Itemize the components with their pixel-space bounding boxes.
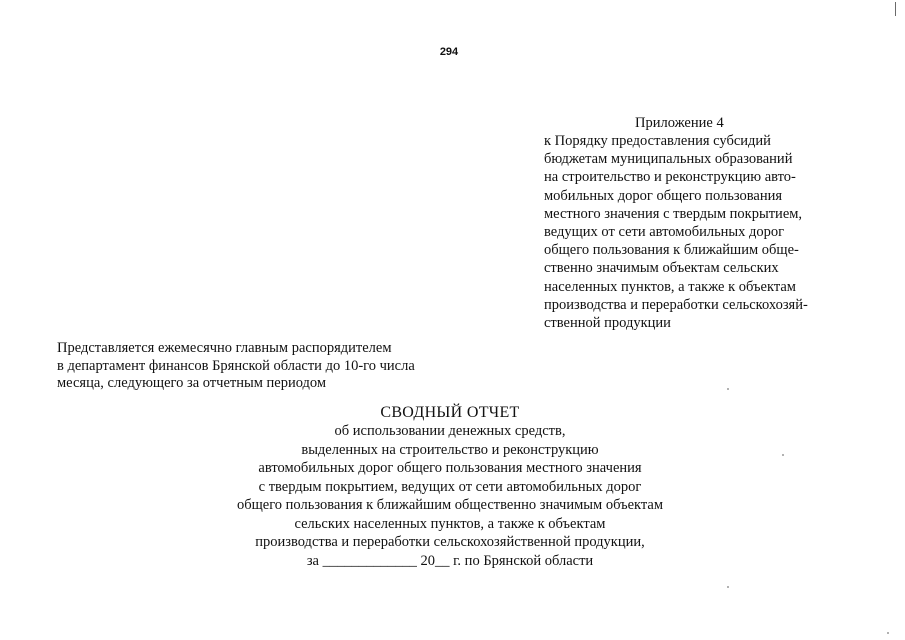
- report-title: СВОДНЫЙ ОТЧЕТ: [380, 404, 520, 421]
- appendix-line: бюджетам муниципальных образований: [544, 151, 793, 168]
- appendix-line: общего пользования к ближайшим обще-: [544, 242, 799, 259]
- appendix-heading: Приложение 4: [635, 115, 724, 131]
- scan-speck: [727, 388, 729, 390]
- submission-note-line: месяца, следующего за отчетным периодом: [57, 375, 327, 391]
- report-subtitle-line: сельских населенных пунктов, а также к объектам: [294, 515, 606, 532]
- appendix-line: производства и переработки сельскохозяй-: [544, 296, 808, 313]
- appendix-line: на строительство и реконструкцию авто-: [544, 169, 796, 186]
- appendix-line: местного значения с твердым покрытием,: [544, 205, 803, 222]
- appendix-reference-block: [544, 132, 844, 332]
- appendix-line: мобильных дорог общего пользования: [544, 187, 783, 204]
- page-number: 294: [439, 46, 459, 58]
- appendix-line: к Порядку предоставления субсидий: [544, 133, 771, 149]
- appendix-line: ственно значимым объектам сельских: [544, 260, 779, 277]
- report-period-line: за _____________ 20__ г. по Брянской области: [306, 552, 594, 569]
- report-subtitle-line: об использовании денежных средств,: [334, 423, 566, 439]
- report-subtitle-line: выделенных на строительство и реконструкцию: [301, 441, 599, 458]
- report-subtitle-line: общего пользования к ближайшим общественно значимым объектам: [236, 497, 664, 513]
- submission-note-line: в департамент финансов Брянской области до 10-го числа: [57, 357, 415, 374]
- report-subtitle-block: [200, 422, 700, 570]
- submission-note-line: Представляется ежемесячно главным распорядителем: [57, 340, 392, 356]
- scan-speck: [727, 586, 729, 588]
- appendix-line: населенных пунктов, а также к объектам: [544, 278, 796, 295]
- appendix-line: ственной продукции: [544, 315, 671, 332]
- scan-speck: [782, 454, 784, 456]
- submission-note: [57, 340, 477, 393]
- scan-edge-mark: [895, 2, 896, 16]
- appendix-line: ведущих от сети автомобильных дорог: [544, 224, 785, 241]
- report-subtitle-line: с твердым покрытием, ведущих от сети автомобильных дорог: [258, 478, 642, 495]
- report-subtitle-line: производства и переработки сельскохозяйственной продукции,: [255, 534, 645, 550]
- report-subtitle-line: автомобильных дорог общего пользования местного значения: [258, 460, 642, 476]
- scan-speck: [887, 632, 889, 634]
